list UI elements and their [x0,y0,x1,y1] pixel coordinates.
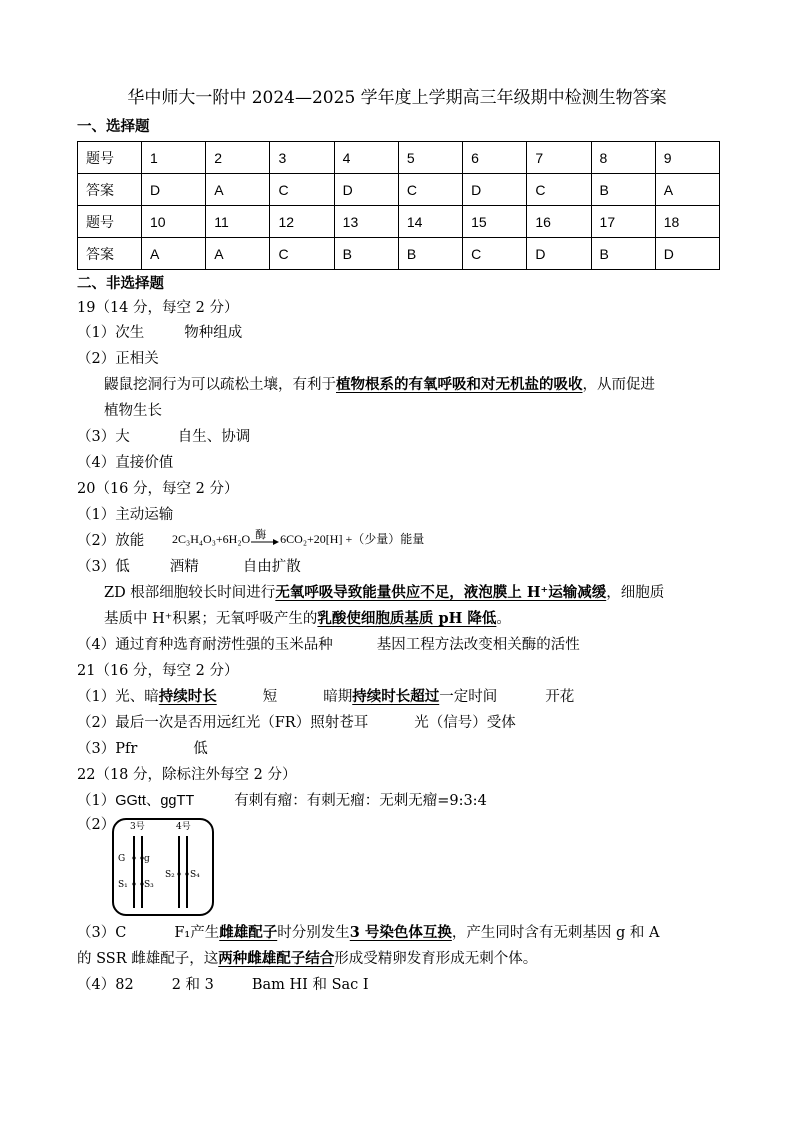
q22-answer-1 [77,792,487,810]
q19-2-exp-text: 鼹鼠挖洞行为可以疏松土壤，有利于 [104,377,336,393]
q22-1-a: GGtt、ggTT [115,793,195,809]
q20-3-exp-text3: 基质中 H⁺积累；无氧呼吸产生的 [104,611,318,627]
table-cell: A [206,174,270,206]
q20-header: 20（16 分，每空 2 分） [77,481,239,497]
q22-3-key1: 雌雄配子 [219,924,278,941]
q22-3-text: F₁产生 [174,925,220,941]
q22-answer-3-line2 [77,950,537,968]
q20-3-exp-text2: ，细胞质 [606,585,665,601]
q19-3-b: 自生、协调 [177,429,251,445]
q19-answer-2 [77,350,159,368]
table-cell: 1 [142,142,206,174]
q20-3-exp-key2: 乳酸使细胞质基质 pH 降低 [317,610,497,627]
q22-3-a: C [115,925,127,941]
q21-3-number: （3） [77,741,116,757]
table-cell: A [206,238,270,270]
q20-3-number: （3） [77,559,116,575]
marker-s2-label: S₂ [165,870,175,880]
chromosome-4-label: 4号 [176,822,191,832]
table-cell: 10 [142,206,206,238]
table-cell: 15 [463,206,527,238]
q22-3-text5: 形成受精卵发育形成无刺个体。 [334,951,538,967]
q21-1-c-key: 持续时长超过 [352,688,440,705]
table-cell: 6 [463,142,527,174]
table-cell: 14 [398,206,462,238]
q21-1-number: （1） [77,689,116,705]
q20-3-exp-text: ZD 根部细胞较长时间进行 [104,585,276,601]
q21-1-a: 光、暗 [115,689,159,705]
reaction-equation [172,528,424,550]
row-header-cell: 答案 [78,238,142,270]
q21-2-a: 最后一次是否用远红光（FR）照射苍耳 [115,715,369,731]
q21-3-a: Pfr [115,741,138,757]
table-cell: A [142,238,206,270]
table-row [78,174,720,206]
table-cell: 18 [655,206,719,238]
q21-1-a-key: 持续时长 [158,688,217,705]
q22-3-text4: 的 SSR 雌雄配子，这 [77,951,219,967]
q20-1-a: 主动运输 [115,507,174,523]
q20-4-number: （4） [77,637,116,653]
q20-2-a: 放能 [115,533,145,549]
q21-answer-2 [77,714,516,732]
table-cell: B [398,238,462,270]
section-heading-choice: 一、选择题 [77,118,150,135]
chromosome-3-label: 3号 [130,822,145,832]
q19-2-exp-text2: ，从而促进 [582,377,655,393]
q19-1-a: 次生 [115,325,145,341]
q21-header: 21（16 分，每空 2 分） [77,663,239,679]
q19-3-number: （3） [77,429,116,445]
table-cell: D [142,174,206,206]
q20-answer-4 [77,636,580,654]
q22-1-number: （1） [77,793,116,809]
table-cell: A [655,174,719,206]
q21-answer-3 [77,740,208,758]
q19-2-number: （2） [77,351,116,367]
q21-1-c-end: 一定时间 [439,689,498,705]
q21-1-c: 暗期 [323,689,353,705]
q21-2-b: 光（信号）受体 [414,715,516,731]
q19-1-number: （1） [77,325,116,341]
q20-answer-3 [77,558,301,576]
q22-answer-4 [77,976,369,994]
q22-3-key2: 3 号染色体互换 [349,924,452,941]
q21-1-b: 短 [262,689,278,705]
section-heading-nonchoice: 二、非选择题 [77,275,164,292]
q22-4-number: （4） [77,977,116,993]
q19-answer-3 [77,428,250,446]
table-cell: 2 [206,142,270,174]
q22-1-b: 有刺有瘤：有刺无瘤：无刺无瘤=9:3:4 [234,793,487,809]
q20-3-exp-end: 。 [496,611,511,627]
table-cell: B [334,238,398,270]
q20-2-number: （2） [77,533,116,549]
table-cell: C [398,174,462,206]
allele-g-label: g [144,854,150,864]
table-cell: D [527,238,591,270]
arrow-icon [250,535,280,549]
table-cell: 13 [334,206,398,238]
marker-s4-label: S₄ [190,870,200,880]
q22-header: 22（18 分，除标注外每空 2 分） [77,767,297,783]
chromosome-diagram [112,818,214,916]
table-cell: 4 [334,142,398,174]
table-cell: 3 [270,142,334,174]
q19-4-number: （4） [77,455,116,471]
q22-answer-3-line1 [77,924,659,942]
table-row [78,238,720,270]
table-cell: 8 [591,142,655,174]
q21-answer-1 [77,688,574,706]
q21-2-number: （2） [77,715,116,731]
q22-4-a: 82 [115,977,134,993]
marker-s1-label: S₁ [118,880,128,890]
reaction-arrow [250,529,280,547]
q22-3-text3: ，产生同时含有无刺基因 g 和 A [451,925,660,941]
table-cell: B [591,174,655,206]
q20-3-a: 低 [115,559,130,575]
page-title: 华中师大一附中 2024—2025 学年度上学期高三年级期中检测生物答案 [127,88,667,108]
q19-1-b: 物种组成 [184,325,243,341]
q19-answer-1 [77,324,242,342]
row-header-cell: 题号 [78,142,142,174]
table-cell: 9 [655,142,719,174]
q22-4-c: Bam HI 和 Sac I [251,977,369,993]
q20-3-explanation-line1 [104,584,664,602]
q21-3-b: 低 [193,741,208,757]
marker-s3-label: S₃ [144,880,154,890]
q22-4-b: 2 和 3 [171,977,214,993]
equation-reactants: 2C₃H₄O₃+6H₂O [172,532,251,546]
row-header-cell: 题号 [78,206,142,238]
table-cell: D [334,174,398,206]
q19-header: 19（14 分，每空 2 分） [77,300,239,316]
q22-3-text2: 时分别发生 [277,925,350,941]
q22-3-number: （3） [77,925,116,941]
q20-3-exp-key: 无氧呼吸导致能量供应不足，液泡膜上 H⁺运输减缓 [275,584,607,601]
table-row [78,206,720,238]
equation-products: 6CO₂+20[H] +（少量）能量 [280,532,425,546]
q20-1-number: （1） [77,507,116,523]
table-cell: C [270,238,334,270]
table-row [78,142,720,174]
table-cell: D [655,238,719,270]
table-cell: 12 [270,206,334,238]
allele-G-label: G [118,854,126,864]
answer-table [77,141,720,270]
enzyme-label: 酶 [255,529,267,542]
q20-answer-1 [77,506,173,524]
q20-4-a: 通过育种选育耐涝性强的玉米品种 [115,637,333,653]
q20-3-b: 酒精 [169,559,199,575]
table-cell: C [527,174,591,206]
q22-answer-2: （2） [77,817,116,833]
table-cell: D [463,174,527,206]
table-cell: 7 [527,142,591,174]
q21-1-d: 开花 [545,689,575,705]
table-cell: 16 [527,206,591,238]
q19-3-a: 大 [115,429,130,445]
q19-2-exp-key: 植物根系的有氧呼吸和对无机盐的吸收 [336,376,583,393]
q19-2-explanation-line2: 植物生长 [104,403,162,419]
q20-4-b: 基因工程方法改变相关酶的活性 [376,637,580,653]
q20-3-c: 自由扩散 [242,559,301,575]
row-header-cell: 答案 [78,174,142,206]
q19-2-explanation-line1 [104,376,655,394]
table-cell: 17 [591,206,655,238]
q22-3-key3: 两种雌雄配子结合 [218,950,335,967]
q19-4-a: 直接价值 [115,455,174,471]
q20-3-explanation-line2 [104,610,511,628]
table-cell: C [270,174,334,206]
q20-answer-2 [77,532,144,550]
table-cell: B [591,238,655,270]
table-cell: 5 [398,142,462,174]
q19-answer-4 [77,454,173,472]
table-cell: 11 [206,206,270,238]
table-cell: C [463,238,527,270]
q19-2-a: 正相关 [115,351,159,367]
